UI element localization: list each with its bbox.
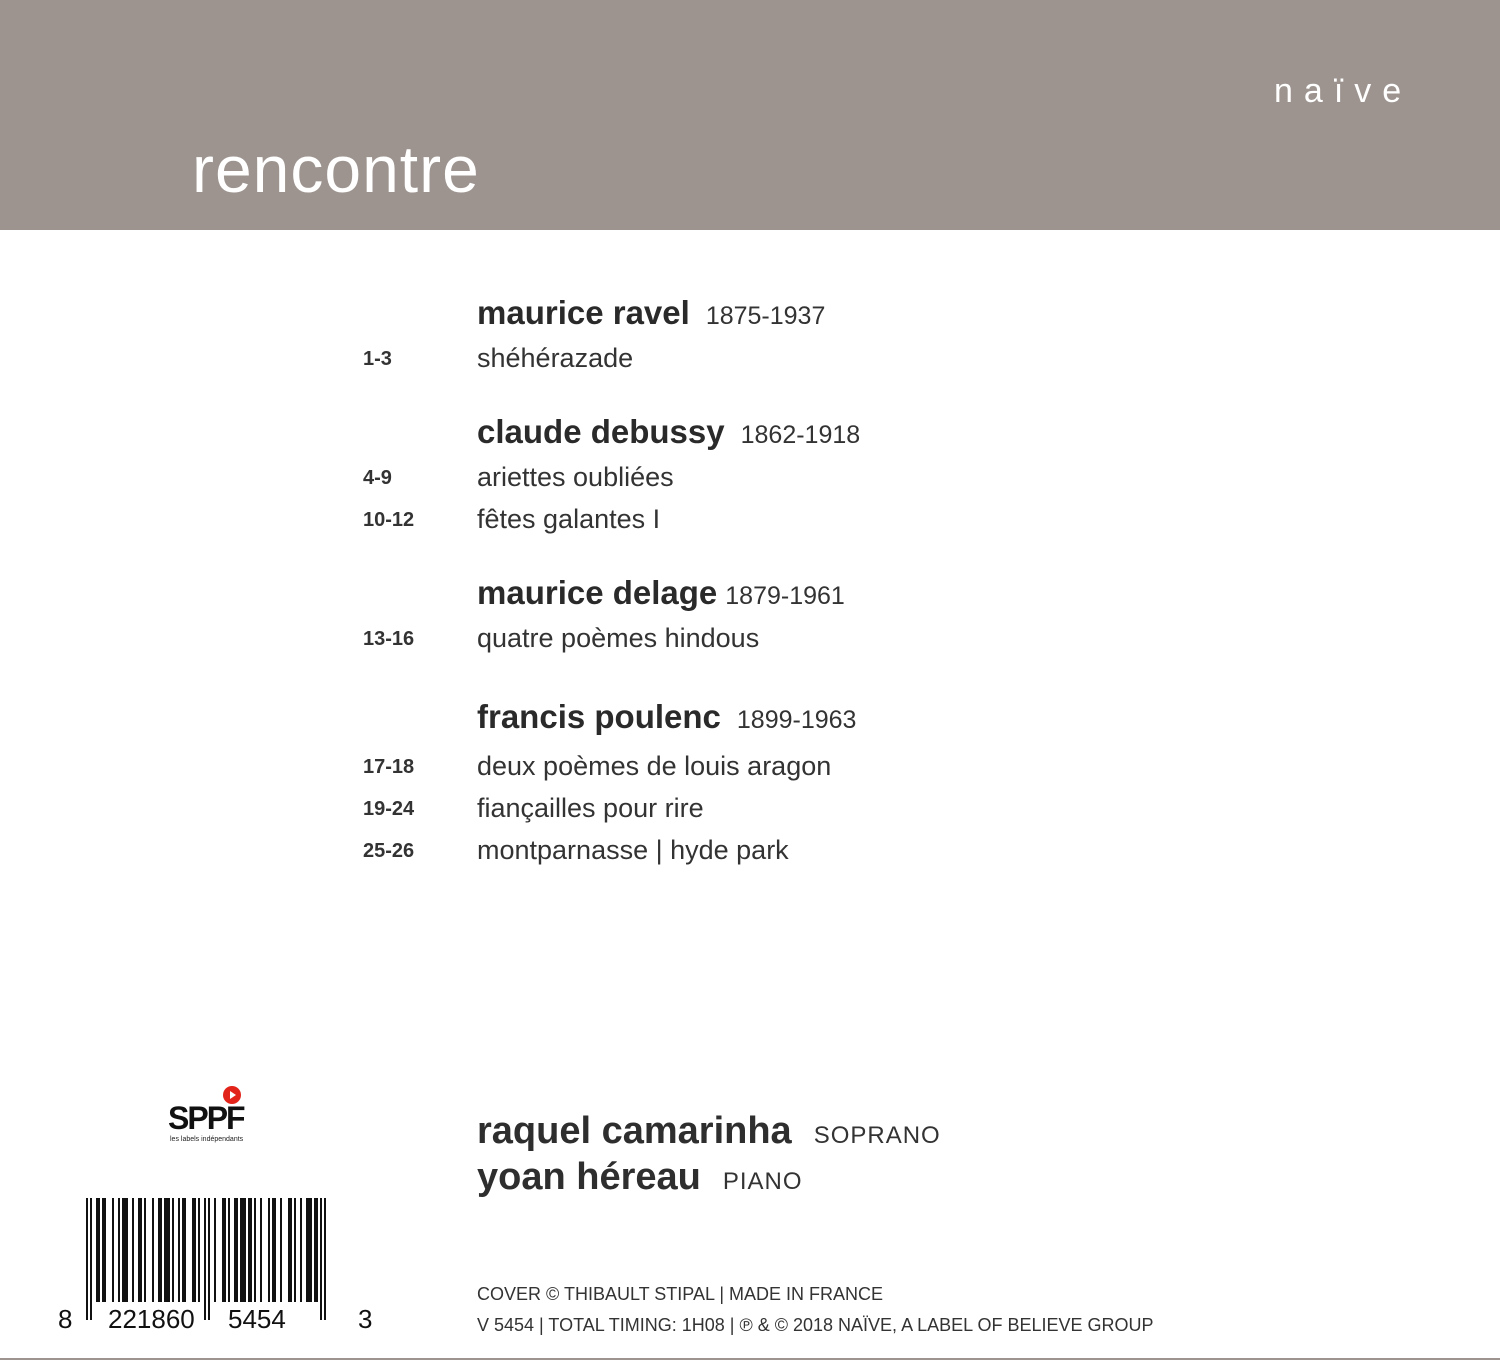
composer-dates: 1875-1937 [705, 302, 826, 330]
naive-label-logo: naïve [1274, 72, 1413, 110]
barcode-bar [132, 1198, 134, 1302]
composer-heading [477, 415, 860, 448]
barcode-bar [144, 1198, 146, 1302]
composer-heading [477, 576, 845, 609]
header-band [0, 0, 1500, 230]
barcode-bar [112, 1198, 114, 1302]
track-number: 4-9 [363, 467, 392, 489]
barcode-guard-bar [204, 1198, 206, 1320]
barcode-bar [102, 1198, 106, 1302]
barcode-bar [182, 1198, 186, 1302]
barcode-guard-bar [208, 1198, 210, 1320]
composer-heading [477, 296, 825, 329]
sppf-logo [168, 1086, 268, 1150]
barcode-bar [122, 1198, 128, 1302]
barcode-bars [58, 1198, 378, 1333]
barcode-bar [192, 1198, 196, 1302]
barcode-bar [214, 1198, 216, 1302]
barcode-bar [294, 1198, 296, 1302]
performers [477, 1112, 941, 1204]
barcode-bar [260, 1198, 262, 1302]
track-title: ariettes oubliées [477, 462, 674, 492]
barcode-bar [178, 1198, 180, 1302]
sppf-logo-subtitle: les labels indépendants [170, 1136, 244, 1143]
barcode-guard-bar [86, 1198, 88, 1320]
composer-dates: 1879-1961 [725, 582, 845, 610]
barcode-bar [300, 1198, 302, 1302]
barcode-bar [118, 1198, 120, 1302]
track-title: deux poèmes de louis aragon [477, 751, 832, 781]
barcode-bar [198, 1198, 200, 1302]
barcode-guard-bar [90, 1198, 92, 1320]
track-title: montparnasse | hyde park [477, 835, 789, 865]
performer-row [477, 1112, 941, 1158]
composer-dates: 1862-1918 [740, 421, 861, 449]
composer-dates: 1899-1963 [736, 706, 857, 734]
composer-name: francis poulenc [477, 698, 721, 735]
barcode-bar [228, 1198, 230, 1302]
track-title: quatre poèmes hindous [477, 623, 760, 653]
performer-role: SOPRANO [813, 1122, 941, 1149]
performer-role: PIANO [722, 1168, 803, 1195]
barcode-bar [152, 1198, 154, 1302]
barcode-digits: 221860 [108, 1304, 195, 1333]
bottom-rule [0, 1358, 1500, 1360]
performer-name: yoan héreau [477, 1156, 701, 1198]
performer-row [477, 1158, 941, 1204]
barcode-bar [234, 1198, 238, 1302]
composer-name: maurice delage [477, 574, 718, 611]
track-number: 17-18 [363, 756, 415, 778]
barcode-bar [240, 1198, 246, 1302]
credits [477, 1279, 1154, 1341]
barcode-bar [288, 1198, 292, 1302]
barcode-bar [222, 1198, 226, 1302]
track-number: 1-3 [363, 348, 392, 370]
barcode-bar [248, 1198, 252, 1302]
track-title: fêtes galantes I [477, 504, 661, 534]
barcode [58, 1198, 378, 1333]
track-number: 25-26 [363, 840, 415, 862]
sppf-logo-text: SPPF [168, 1100, 244, 1136]
barcode-bar [138, 1198, 142, 1302]
barcode-bar [268, 1198, 270, 1302]
credits-line: COVER © THIBAULT STIPAL | MADE IN FRANCE [477, 1284, 884, 1304]
album-title: rencontre [192, 132, 480, 206]
barcode-bar [164, 1198, 170, 1302]
track-number: 10-12 [363, 509, 415, 531]
composer-heading [477, 700, 856, 733]
barcode-bar [280, 1198, 282, 1302]
barcode-guard-bar [320, 1198, 322, 1320]
barcode-bar [254, 1198, 256, 1302]
barcode-bar [272, 1198, 276, 1302]
track-number: 19-24 [363, 798, 415, 820]
composer-name: maurice ravel [477, 294, 690, 331]
barcode-guard-bar [324, 1198, 326, 1320]
barcode-bar [306, 1198, 312, 1302]
performer-name: raquel camarinha [477, 1110, 792, 1152]
track-number: 13-16 [363, 628, 415, 650]
barcode-bar [314, 1198, 318, 1302]
barcode-digits: 8 [58, 1304, 73, 1333]
credits-line: V 5454 | TOTAL TIMING: 1H08 | ℗ & © 2018 NAÏVE, A LABEL OF BELIEVE GROUP [477, 1315, 1154, 1335]
composer-name: claude debussy [477, 413, 725, 450]
barcode-bar [96, 1198, 100, 1302]
track-title: fiançailles pour rire [477, 793, 704, 823]
track-title: shéhérazade [477, 343, 634, 373]
barcode-digits: 5454 [228, 1304, 286, 1333]
barcode-digits: 3 [358, 1304, 373, 1333]
barcode-bar [158, 1198, 162, 1302]
barcode-bar [172, 1198, 174, 1302]
